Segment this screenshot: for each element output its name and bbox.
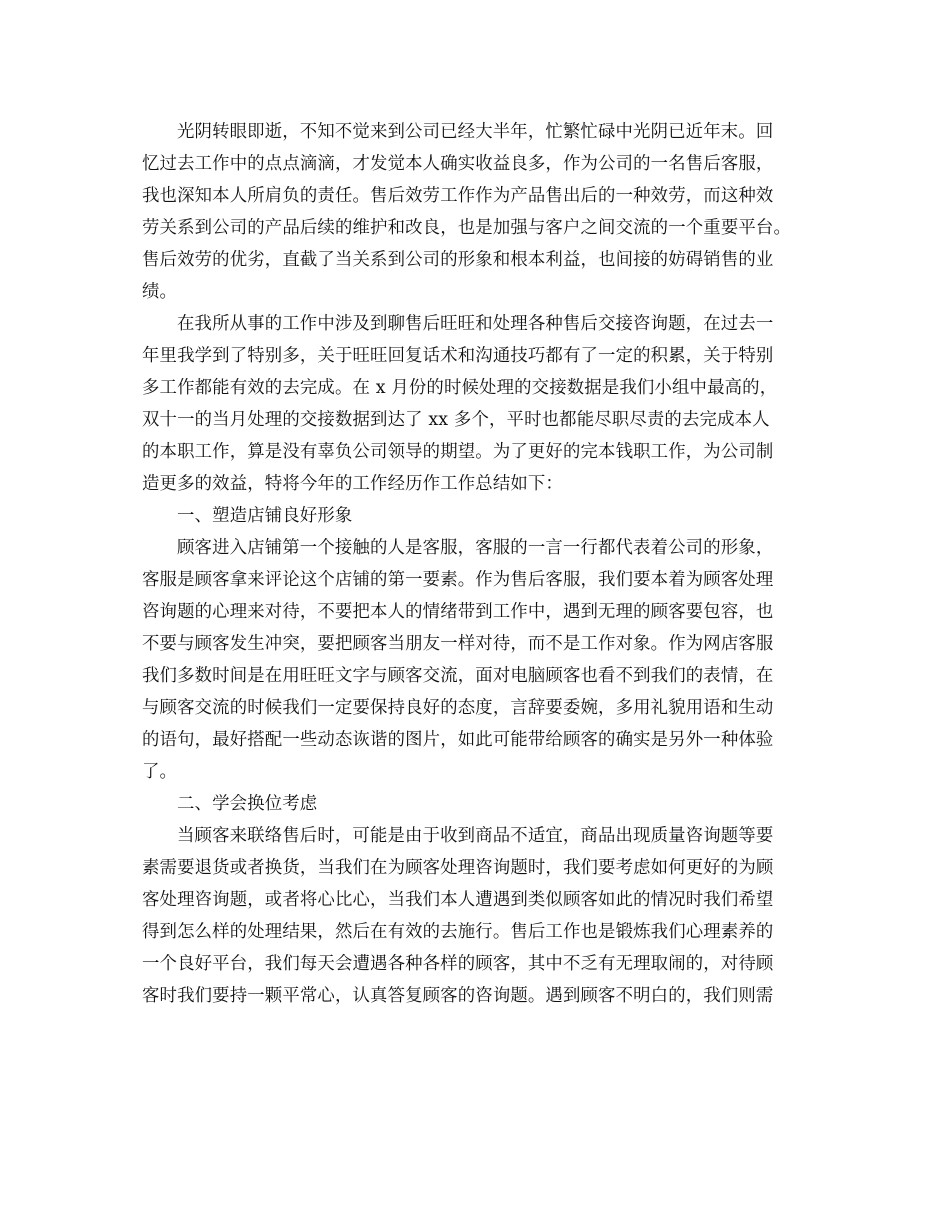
text-line: 当顾客来联络售后时，可能是由于收到商品不适宜，商品出现质量咨询题等要 <box>177 826 774 846</box>
text-line: 客时我们要持一颗平常心，认真答复顾客的咨询题。遇到顾客不明白的，我们则需 <box>142 986 774 1006</box>
text-line: 一个良好平台，我们每天会遭遇各种各样的顾客，其中不乏有无理取闹的，对待顾 <box>142 954 774 974</box>
text-line: 咨询题的心理来对待，不要把本人的情绪带到工作中，遇到无理的顾客要包容，也 <box>142 602 774 622</box>
text-line: 客处理咨询题，或者将心比心，当我们本人遭遇到类似顾客如此的情况时我们希望 <box>142 890 774 910</box>
text-line: 与顾客交流的时候我们一定要保持良好的态度，言辞要委婉，多用礼貌用语和生动 <box>142 698 774 718</box>
text-line: 年里我学到了特别多，关于旺旺回复话术和沟通技巧都有了一定的积累，关于特别 <box>142 346 774 366</box>
document-body <box>142 116 832 1012</box>
text-line: 光阴转眼即逝，不知不觉来到公司已经大半年，忙繁忙碌中光阴已近年末。回 <box>177 122 774 142</box>
text-line: 客服是顾客拿来评论这个店铺的第一要素。作为售后客服，我们要本着为顾客处理 <box>142 570 774 590</box>
text-line: 忆过去工作中的点点滴滴，才发觉本人确实收益良多，作为公司的一名售后客服， <box>142 154 774 174</box>
text-line: 造更多的效益，特将今年的工作经历作工作总结如下： <box>142 474 563 494</box>
text-line: 的本职工作，算是没有辜负公司领导的期望。为了更好的完本钱职工作，为公司制 <box>142 442 774 462</box>
text-line: 多工作都能有效的去完成。在 x 月份的时候处理的交接数据是我们小组中最高的， <box>142 378 778 398</box>
text-line: 双十一的当月处理的交接数据到达了 xx 多个，平时也都能尽职尽责的去完成本人 <box>142 410 770 430</box>
text-line: 售后效劳的优劣，直截了当关系到公司的形象和根本利益，也间接的妨碍销售的业 <box>142 250 774 270</box>
section-heading: 一、塑造店铺良好形象 <box>177 506 353 526</box>
text-line: 劳关系到公司的产品后续的维护和改良，也是加强与客户之间交流的一个重要平台。 <box>142 218 792 238</box>
text-line: 不要与顾客发生冲突，要把顾客当朋友一样对待，而不是工作对象。作为网店客服 <box>142 634 774 654</box>
text-line: 得到怎么样的处理结果，然后在有效的去施行。售后工作也是锻炼我们心理素养的 <box>142 922 774 942</box>
text-line: 绩。 <box>142 282 178 302</box>
text-line: 素需要退货或者换货，当我们在为顾客处理咨询题时，我们要考虑如何更好的为顾 <box>142 858 774 878</box>
text-line: 顾客进入店铺第一个接触的人是客服，客服的一言一行都代表着公司的形象， <box>177 538 774 558</box>
text-line: 我们多数时间是在用旺旺文字与顾客交流，面对电脑顾客也看不到我们的表情，在 <box>142 666 774 686</box>
section-heading: 二、学会换位考虑 <box>177 794 318 814</box>
text-line: 了。 <box>142 762 178 782</box>
text-line: 在我所从事的工作中涉及到聊售后旺旺和处理各种售后交接咨询题，在过去一 <box>177 314 774 334</box>
text-line: 的语句，最好搭配一些动态诙谐的图片，如此可能带给顾客的确实是另外一种体验 <box>142 730 774 750</box>
text-line: 我也深知本人所肩负的责任。售后效劳工作作为产品售出后的一种效劳，而这种效 <box>142 186 774 206</box>
